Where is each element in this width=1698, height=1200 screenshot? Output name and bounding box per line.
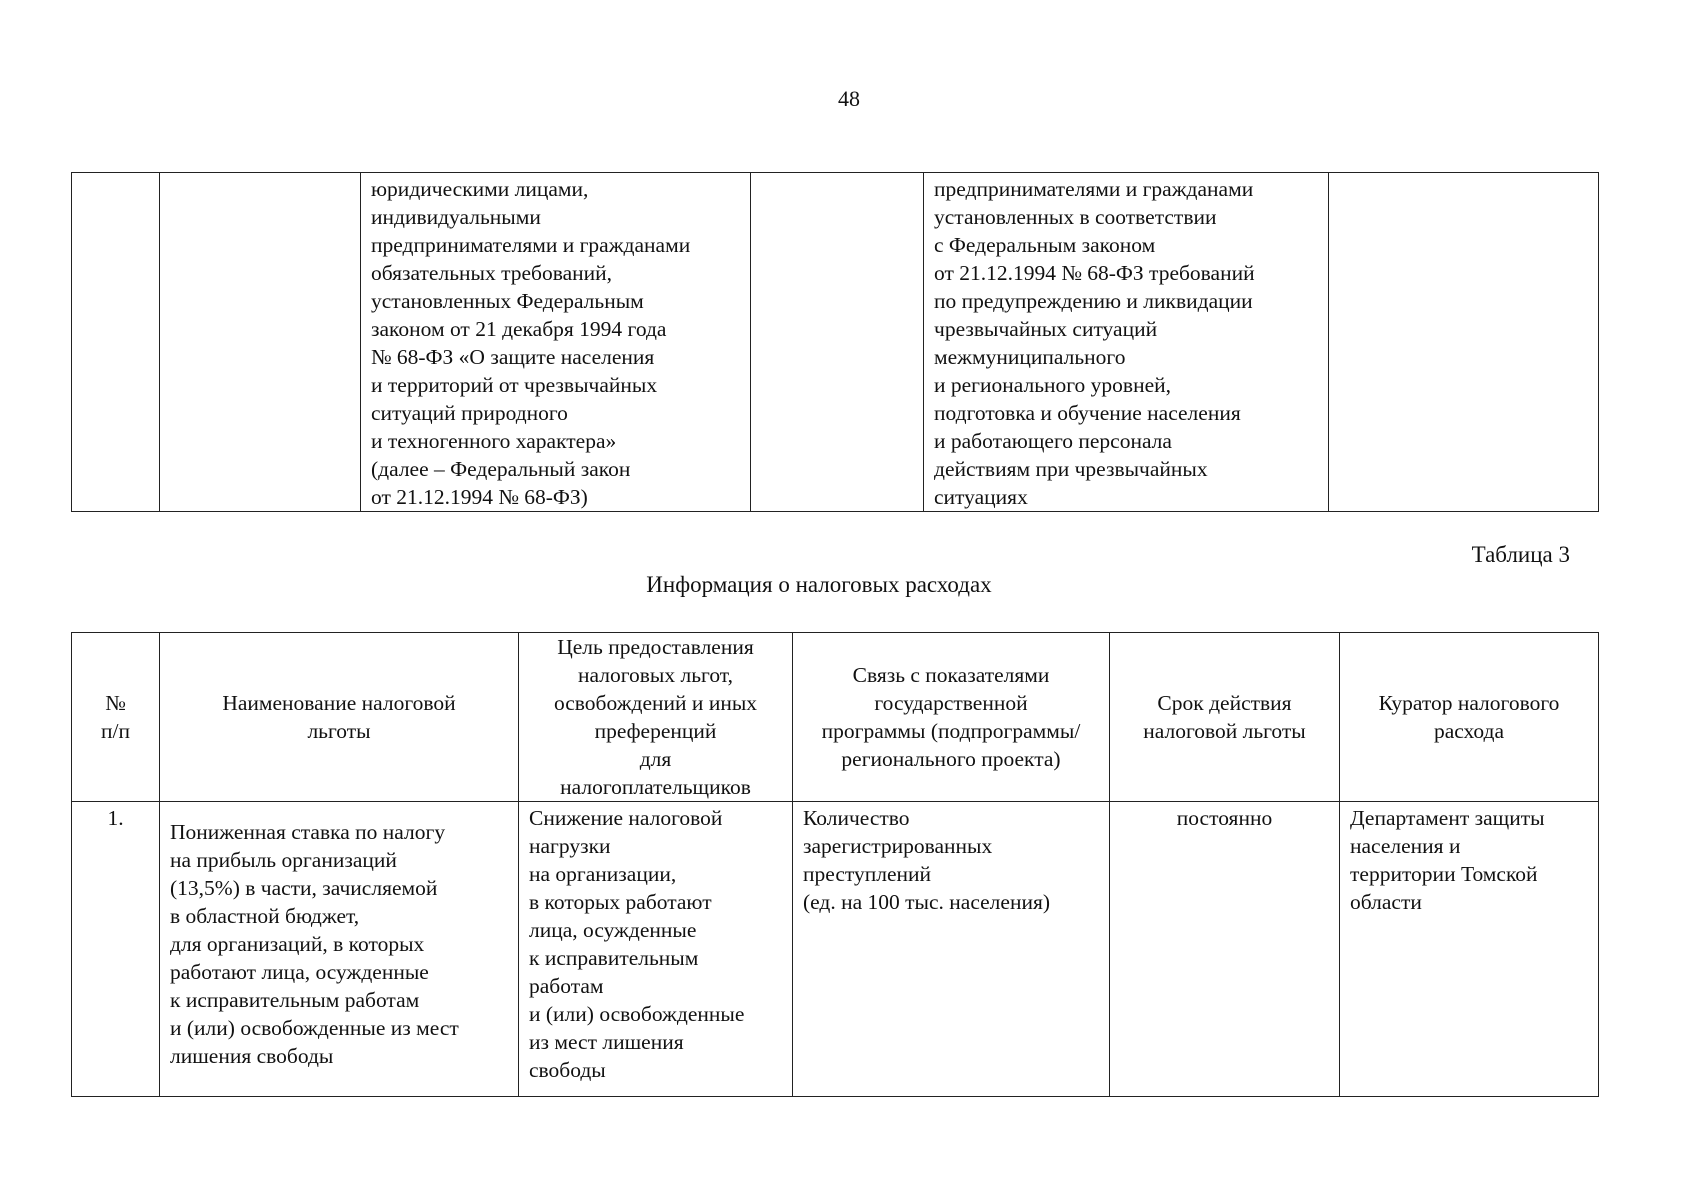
table-cell: предпринимателями и гражданами установленных в соответствии с Федеральным законом от 21.12.1994 № 68-ФЗ требований по предупреждению и ликвидации чрезвычайных ситуаций межмуниципального и регионального уровней, подготовка и обучение населения и работающего персонала действиям при чрезвычайных ситуациях <box>924 173 1329 512</box>
table-label: Таблица 3 <box>1471 542 1570 567</box>
column-header-indicator: Связь с показателями государственной программы (подпрограммы/ регионального проекта) <box>793 633 1110 802</box>
table-row <box>72 173 1599 512</box>
column-header-term: Срок действия налоговой льготы <box>1110 633 1340 802</box>
table-row <box>72 802 1599 1097</box>
column-header-curator: Куратор налогового расхода <box>1340 633 1599 802</box>
table-title: Информация о налоговых расходах <box>646 572 992 597</box>
continuation-table <box>71 172 1599 512</box>
tax-expenses-table <box>71 632 1599 1097</box>
column-header-number: № п/п <box>72 633 160 802</box>
cell-indicator: Количество зарегистрированных преступлений (ед. на 100 тыс. населения) <box>793 802 1110 1097</box>
cell-term: постоянно <box>1110 802 1340 1097</box>
table-cell <box>1329 173 1599 512</box>
page-number: 48 <box>838 86 860 111</box>
column-header-goal: Цель предоставления налоговых льгот, освобождений и иных преференций для налогоплательщиков <box>519 633 793 802</box>
cell-number: 1. <box>72 802 160 1097</box>
table-cell <box>72 173 160 512</box>
table-cell: юридическими лицами, индивидуальными предпринимателями и гражданами обязательных требований, установленных Федеральным законом от 21 декабря 1994 года № 68-ФЗ «О защите населения и территорий от чрезвычайных ситуаций природного и техногенного характера» (далее – Федеральный закон от 21.12.1994 № 68-ФЗ) <box>361 173 751 512</box>
table-cell <box>160 173 361 512</box>
cell-name: Пониженная ставка по налогу на прибыль организаций (13,5%) в части, зачисляемой в областной бюджет, для организаций, в которых работают лица, осужденные к исправительным работам и (или) освобожденные из мест лишения свободы <box>160 802 519 1097</box>
table-header-row <box>72 633 1599 802</box>
table-cell <box>751 173 924 512</box>
cell-goal: Снижение налоговой нагрузки на организации, в которых работают лица, осужденные к исправительным работам и (или) освобожденные из мест лишения свободы <box>519 802 793 1097</box>
cell-curator: Департамент защиты населения и территории Томской области <box>1340 802 1599 1097</box>
column-header-name: Наименование налоговой льготы <box>160 633 519 802</box>
